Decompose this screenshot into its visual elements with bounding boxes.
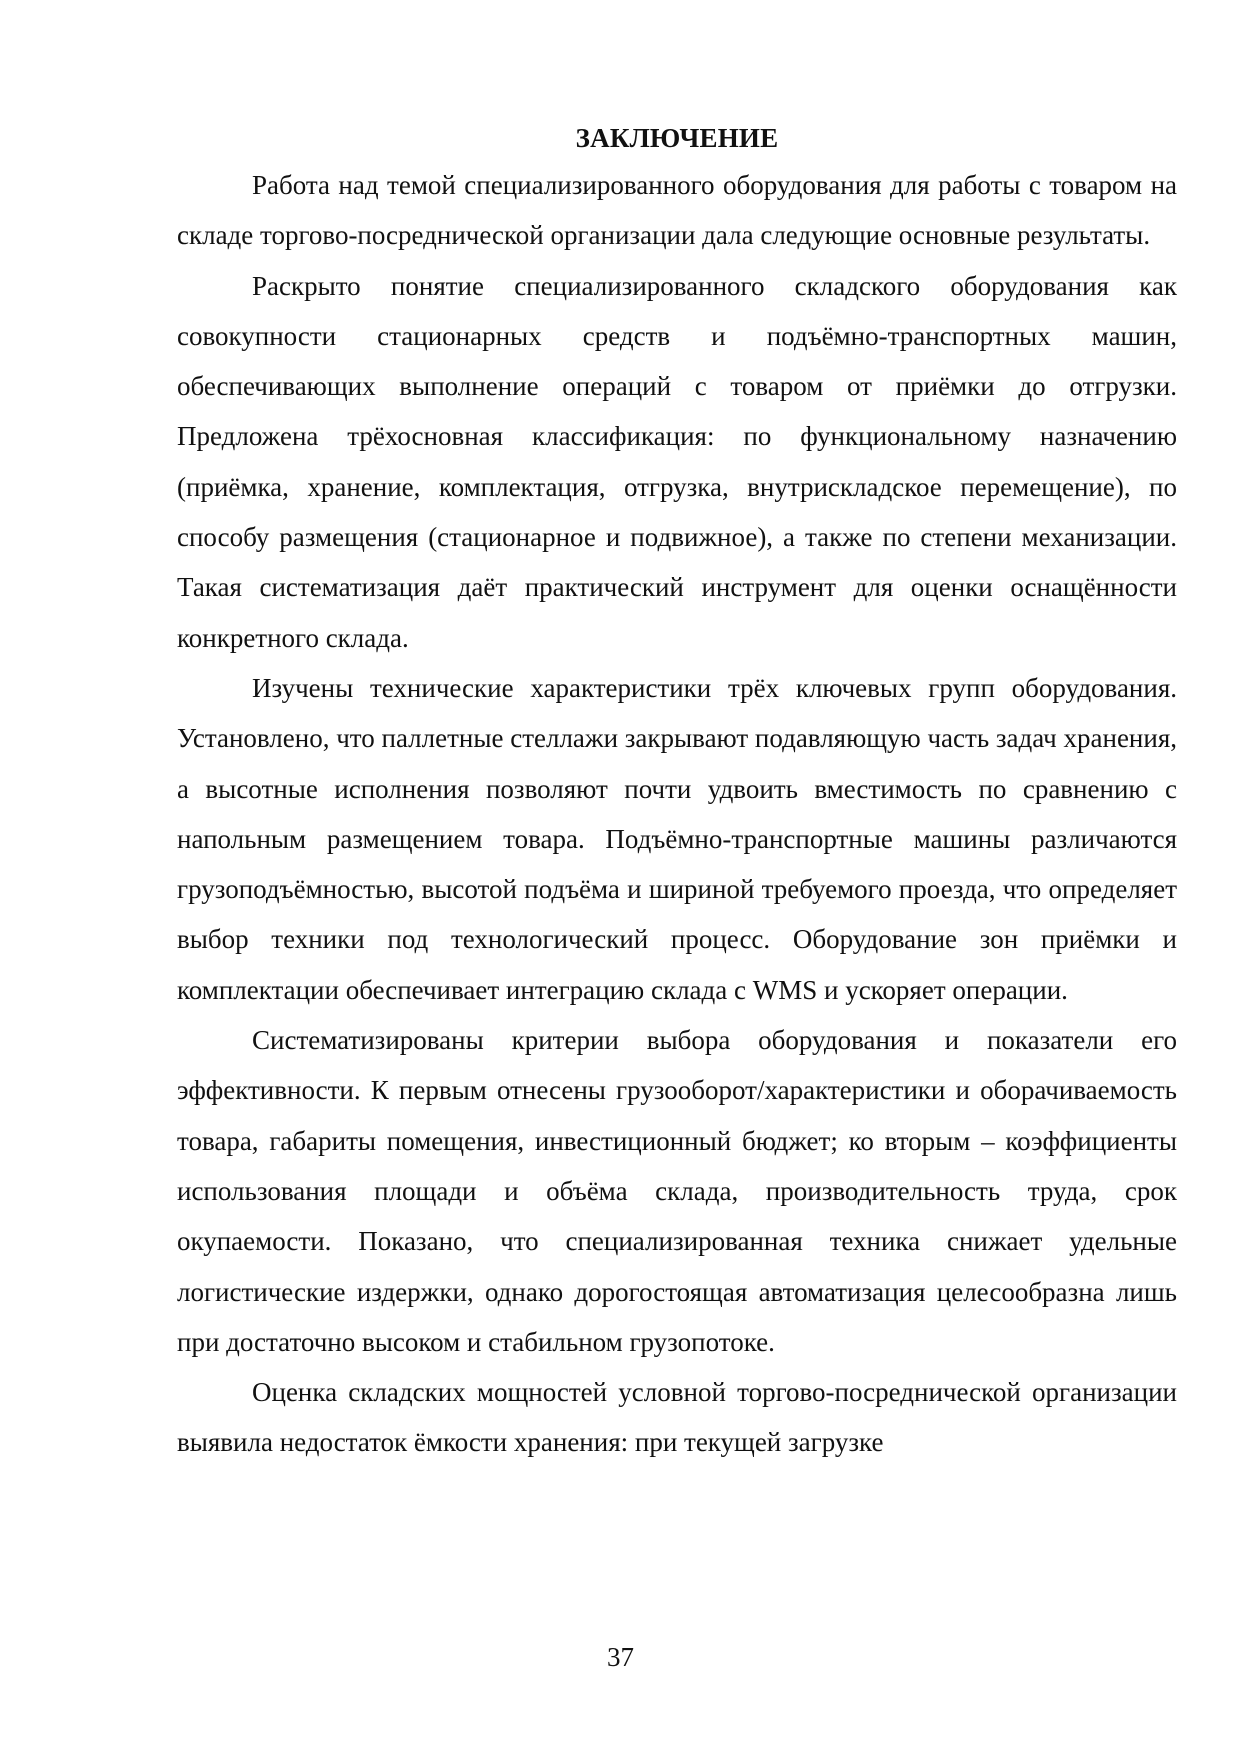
paragraph-technical-characteristics: Изучены технические характеристики трёх ключевых групп оборудования. Установлено, что паллетные стеллажи закрывают подавляющую часть задач хранения, а высотные исполнения позволяют почти удвоить вместимость по сравнению с напольным размещением товара. Подъёмно-транспортные машины различаются грузоподъёмностью, высотой подъёма и шириной требуемого проезда, что определяет выбор техники под технологический процесс. Оборудование зон приёмки и комплектации обеспечивает интеграцию склада с WMS и ускоряет операции. bbox=[177, 672, 1177, 1005]
paragraph-selection-criteria: Систематизированы критерии выбора оборудования и показатели его эффективности. К первым отнесены грузооборот/характеристики и оборачиваемость товара, габариты помещения, инвестиционный бюджет; ко вторым – коэффициенты использования площади и объёма склада, производительность труда, срок окупаемости. Показано, что специализированная техника снижает удельные логистические издержки, однако дорогостоящая автоматизация целесообразна лишь при достаточно высоком и стабильном грузопотоке. bbox=[177, 1025, 1177, 1357]
paragraph-equipment-concept: Раскрыто понятие специализированного складского оборудования как совокупности стационарных средств и подъёмно-транспортных машин, обеспечивающих выполнение операций с товаром от приёмки до отгрузки. Предложена трёхосновная классификация: по функциональному назначению (приёмка, хранение, комплектация, отгрузка, внутрискладское перемещение), по способу размещения (стационарное и подвижное), а также по степени механизации. Такая систематизация даёт практический инструмент для оценки оснащённости конкретного склада. bbox=[177, 270, 1177, 653]
page-content bbox=[177, 116, 1177, 1468]
paragraph-capacity-assessment: Оценка складских мощностей условной торгово-посреднической организации выявила недостаток ёмкости хранения: при текущей загрузке bbox=[177, 1377, 1177, 1458]
section-heading: ЗАКЛЮЧЕНИЕ bbox=[575, 123, 779, 153]
page-number: 37 bbox=[607, 1642, 634, 1672]
paragraph-results-intro: Работа над темой специализированного оборудования для работы с товаром на складе торгово-посреднической организации дала следующие основные результаты. bbox=[177, 170, 1177, 251]
